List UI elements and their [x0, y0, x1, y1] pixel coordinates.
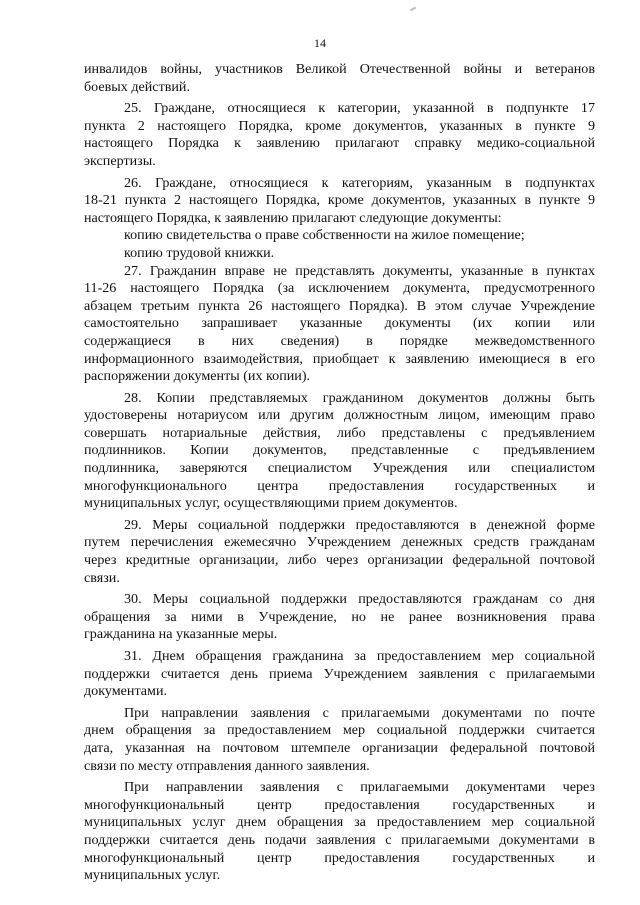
text-line: через кредитные организации, либо через организации федеральной почтовой — [84, 552, 595, 569]
text-line: подлинника, заверяются специалистом Учреждения или специалистом — [84, 460, 595, 477]
paragraph-27 — [84, 263, 595, 386]
text-line: 26. Граждане, относящиеся к категориям, указанным в подпунктах — [124, 174, 595, 191]
text-line: муниципальных услуг. — [84, 867, 221, 884]
text-line: многофункционального центра предоставления государственных и — [84, 477, 595, 494]
text-line: поддержки считается день приема Учреждением заявления с прилагаемыми — [84, 665, 595, 682]
text-line: поддержки считается день подачи заявления с прилагаемыми документами в — [84, 831, 595, 848]
text-line: 31. Днем обращения гражданина за предоставлением мер социальной — [124, 648, 595, 664]
paragraph-26-item-2 — [84, 245, 595, 263]
text-line: боевых действий. — [84, 78, 190, 95]
text-line: многофункциональный центр предоставления государственных и — [84, 849, 595, 866]
paragraph-31-mail — [84, 705, 595, 775]
paragraph-28 — [84, 390, 595, 513]
text-line: муниципальных услуг, осуществляющими прием документов. — [84, 495, 458, 512]
text-line: настоящего Порядка к заявлению прилагают справку медико-социальной — [84, 135, 595, 152]
text-line: настоящего Порядка, к заявлению прилагают следующие документы: — [84, 209, 502, 226]
paragraph-29 — [84, 517, 595, 587]
text-line: 18-21 пункта 2 настоящего Порядка, кроме документов, указанных в пункте 9 — [84, 192, 595, 209]
text-line: 11-26 настоящего Порядка (за исключением документа, предусмотренного — [84, 280, 595, 297]
paragraph-25 — [84, 100, 595, 170]
text-line: обращения за ними в Учреждение, но не ранее возникновения права — [84, 608, 595, 625]
text-line: гражданина на указанные меры. — [84, 626, 278, 643]
text-line: инвалидов войны, участников Великой Отечественной войны и ветеранов — [84, 61, 595, 77]
scan-mark — [410, 7, 416, 12]
page-number: 14 — [314, 36, 326, 50]
text-line: 28. Копии представляемых гражданином документов должны быть — [124, 389, 595, 406]
text-line: днем обращения за предоставлением мер социальной поддержки считается — [84, 722, 595, 739]
text-line: содержащиеся в них сведения) в порядке межведомственного — [84, 332, 595, 349]
document-body — [84, 61, 595, 885]
text-line: муниципальных услуг днем обращения за предоставлением мер социальной — [84, 814, 595, 831]
text-line: многофункциональный центр предоставления государственных и — [84, 796, 595, 813]
text-line: совершать нотариальные действия, либо представлены с предъявлением — [84, 424, 595, 441]
text-line: связи по месту отправления данного заявления. — [84, 757, 370, 774]
paragraph-31 — [84, 648, 595, 701]
text-line: распоряжении документы (их копии). — [84, 368, 311, 385]
text-line: самостоятельно запрашивает указанные документы (их копии или — [84, 315, 595, 332]
paragraph-26-item-1 — [84, 227, 595, 245]
text-line: информационного взаимодействия, приобщает к заявлению имеющиеся в его — [84, 350, 595, 367]
text-line: абзацем третьим пункта 26 настоящего Порядка). В этом случае Учреждение — [84, 297, 595, 314]
paragraph-26 — [84, 175, 595, 228]
text-line: документами. — [84, 683, 168, 700]
text-line: путем перечисления ежемесячно Учреждением денежных средств гражданам — [84, 534, 595, 551]
text-line: экспертизы. — [84, 152, 156, 169]
text-line: 27. Гражданин вправе не представлять документы, указанные в пунктах — [124, 262, 595, 279]
text-line: подлинников. Копии документов, представленные с предъявлением — [84, 442, 595, 459]
text-line: удостоверены нотариусом или другим должностным лицом, имеющим право — [84, 407, 595, 424]
paragraph-30 — [84, 591, 595, 644]
text-line: дата, указанная на почтовом штемпеле организации федеральной почтовой — [84, 739, 595, 756]
paragraph-0 — [84, 61, 595, 96]
text-line: При направлении заявления с прилагаемыми документами через — [124, 779, 595, 796]
text-line: 30. Меры социальной поддержки предоставляются гражданам со дня — [124, 591, 595, 608]
text-line: связи. — [84, 569, 120, 586]
text-line: 25. Граждане, относящиеся к категории, указанной в подпункте 17 — [124, 100, 595, 117]
text-line: копию трудовой книжки. — [124, 244, 275, 261]
text-line: 29. Меры социальной поддержки предоставляются в денежной форме — [124, 516, 595, 533]
text-line: пункта 2 настоящего Порядка, кроме документов, указанных в пункте 9 — [84, 117, 595, 134]
paragraph-31-mfc — [84, 779, 595, 885]
text-line: копию свидетельства о праве собственности на жилое помещение; — [124, 227, 525, 244]
text-line: При направлении заявления с прилагаемыми документами по почте — [124, 704, 595, 721]
